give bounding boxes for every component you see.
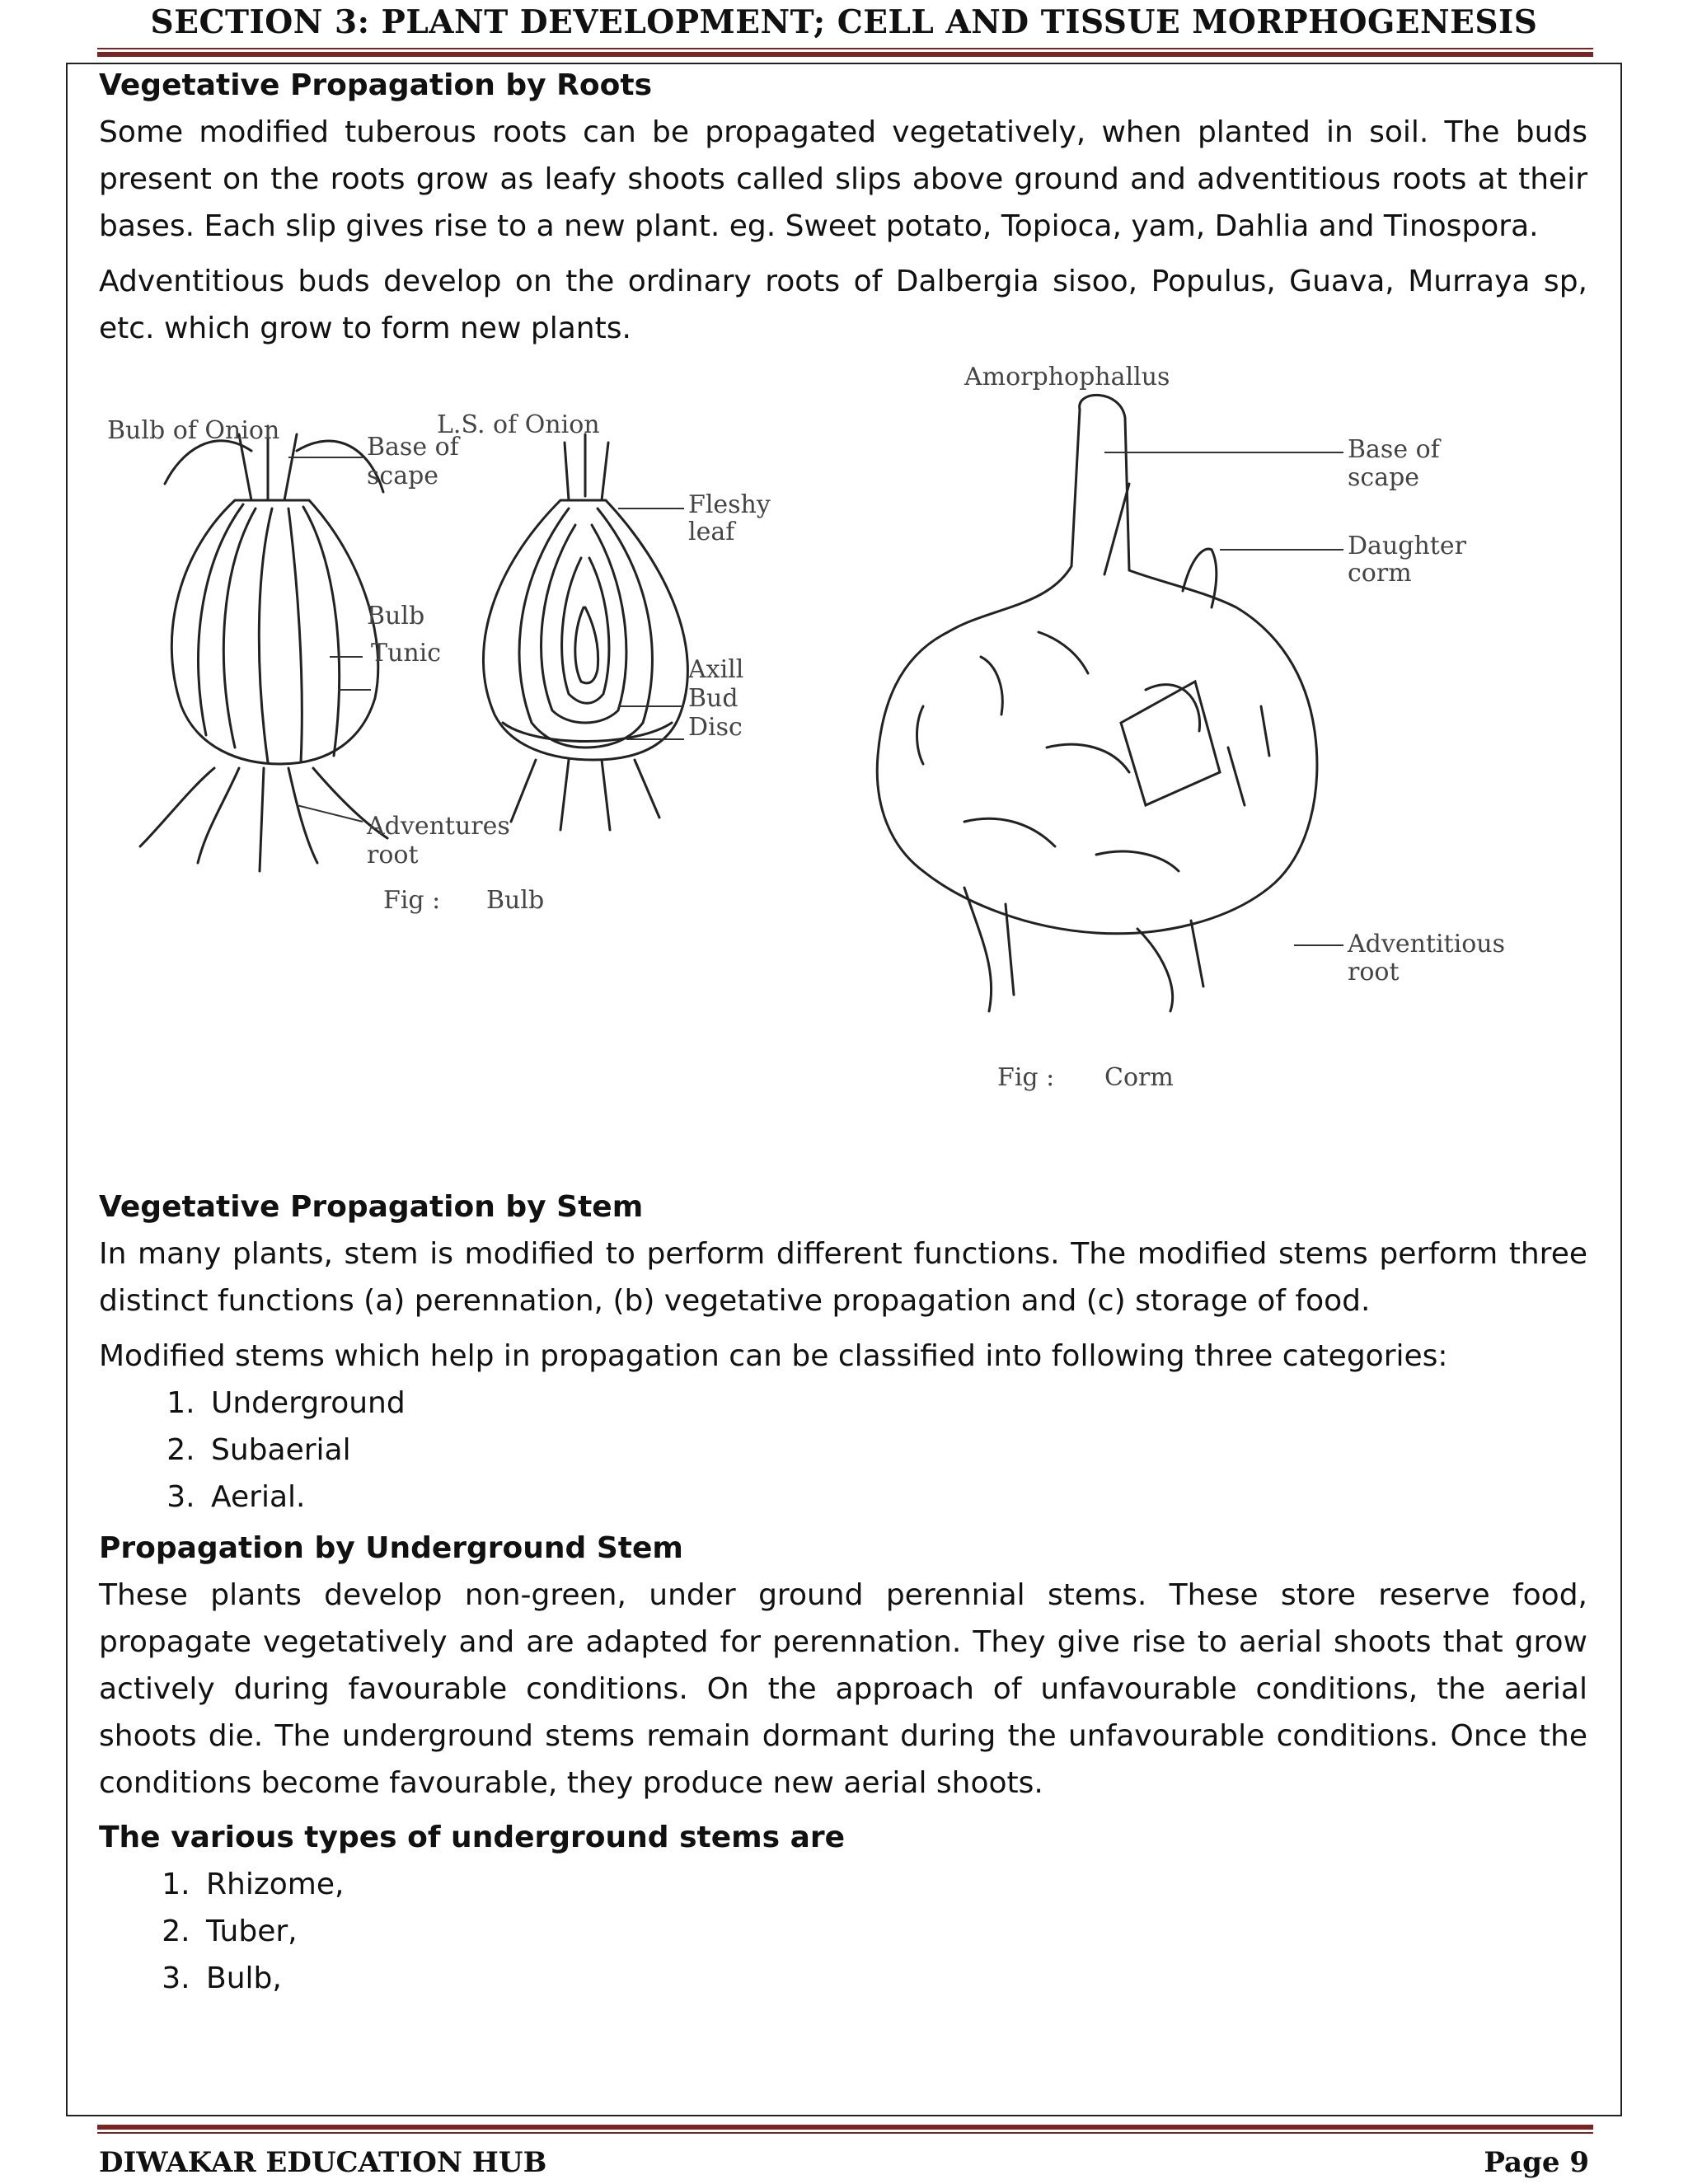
paragraph-roots-1: Some modified tuberous roots can be propagated vegetatively, when planted in soil. The buds present on the roots grow as leafy shoots called slips above ground and adventitious roots at their bases. Each slip gives rise to a new plant. eg. Sweet potato, Topioca, yam, Dahlia and Tinospora. (99, 115, 1587, 243)
stem-categories-list (99, 1380, 1587, 1521)
figure-drawing (91, 360, 1579, 1184)
footer-rule-bottom (97, 2132, 1593, 2134)
list-item: 2. Tuber, (199, 1908, 1587, 1955)
page-number: Page 9 (1484, 2146, 1589, 2179)
label-base-of-scape-2: scape (367, 462, 439, 490)
label-axillary: Axill (688, 655, 744, 684)
paragraph-stem-1: In many plants, stem is modified to perform different functions. The modified stems perform three distinct functions (a) perennation, (b) vegetative propagation and (c) storage of food. (99, 1237, 1587, 1318)
list-item: 1. Underground (204, 1380, 1587, 1427)
figure-bulb-and-corm (91, 360, 1579, 1184)
list-item: 3. Aerial. (204, 1474, 1587, 1521)
caption-fig-corm: Fig : (997, 1063, 1055, 1092)
section-heading-stem: Vegetative Propagation by Stem (99, 1190, 644, 1224)
subheading-underground-types: The various types of underground stems are (99, 1821, 846, 1854)
header-rule-top (97, 48, 1593, 49)
paragraph-roots-2: Adventitious buds develop on the ordinary roots of Dalbergia sisoo, Populus, Guava, Murraya sp, etc. which grow to form new plants. (99, 265, 1587, 345)
label-daughter-corm-2: corm (1348, 559, 1412, 588)
label-bulb-of-onion: Bulb of Onion (107, 416, 280, 445)
section-heading-roots: Vegetative Propagation by Roots (99, 68, 652, 102)
label-fleshy-leaf-1: Fleshy (688, 490, 771, 519)
caption-fig-bulb: Fig : (383, 886, 441, 915)
footer-publisher: DIWAKAR EDUCATION HUB (99, 2146, 547, 2179)
corm-drawing (877, 395, 1317, 1011)
label-amorphophallus: Amorphophallus (964, 363, 1170, 391)
list-item: 2. Subaerial (204, 1427, 1587, 1474)
list-item: 3. Bulb, (199, 1955, 1587, 2002)
label-corm-base-of-scape-1: Base of (1348, 435, 1440, 464)
header-rule (97, 52, 1593, 57)
list-item: 1. Rhizome, (199, 1861, 1587, 1908)
label-fleshy-leaf-2: leaf (688, 518, 735, 546)
label-ls-of-onion: L.S. of Onion (437, 410, 600, 439)
paragraph-stem-2: Modified stems which help in propagation can be classified into following three categories: (99, 1339, 1448, 1373)
onion-bulb-drawing (140, 426, 387, 871)
label-tunic: Tunic (371, 639, 442, 668)
label-corm-base-of-scape-2: scape (1348, 463, 1420, 492)
caption-bulb: Bulb (486, 886, 545, 915)
label-bulb: Bulb (367, 602, 425, 630)
page-header-title: SECTION 3: PLANT DEVELOPMENT; CELL AND TISSUE MORPHOGENESIS (150, 3, 1538, 41)
label-bud: Bud (688, 684, 738, 713)
onion-ls-drawing (483, 434, 687, 830)
footer-rule (97, 2125, 1593, 2130)
paragraph-underground-stem: These plants develop non-green, under ground perennial stems. These store reserve food, propagate vegetatively and are adapted for perennation. They give rise to aerial shoots that grow actively during favourable conditions. On the approach of unfavourable conditions, the aerial shoots die. The underground stems remain dormant during the unfavourable conditions. Once the conditions become favourable, they produce new aerial shoots. (99, 1578, 1587, 1800)
label-disc: Disc (688, 713, 743, 742)
caption-corm: Corm (1104, 1063, 1174, 1092)
label-adventures-root-2: root (367, 841, 419, 869)
label-adventures-root-1: Adventures (367, 812, 510, 841)
label-adventitious-root-2: root (1348, 958, 1400, 987)
label-daughter-corm-1: Daughter (1348, 532, 1466, 560)
underground-types-list (99, 1861, 1587, 2002)
page-content (99, 63, 1587, 2007)
figure-leader-lines (288, 452, 1343, 945)
label-base-of-scape-1: Base of (367, 433, 459, 462)
section-heading-underground-stem: Propagation by Underground Stem (99, 1531, 683, 1565)
label-adventitious-root-1: Adventitious (1348, 930, 1505, 958)
